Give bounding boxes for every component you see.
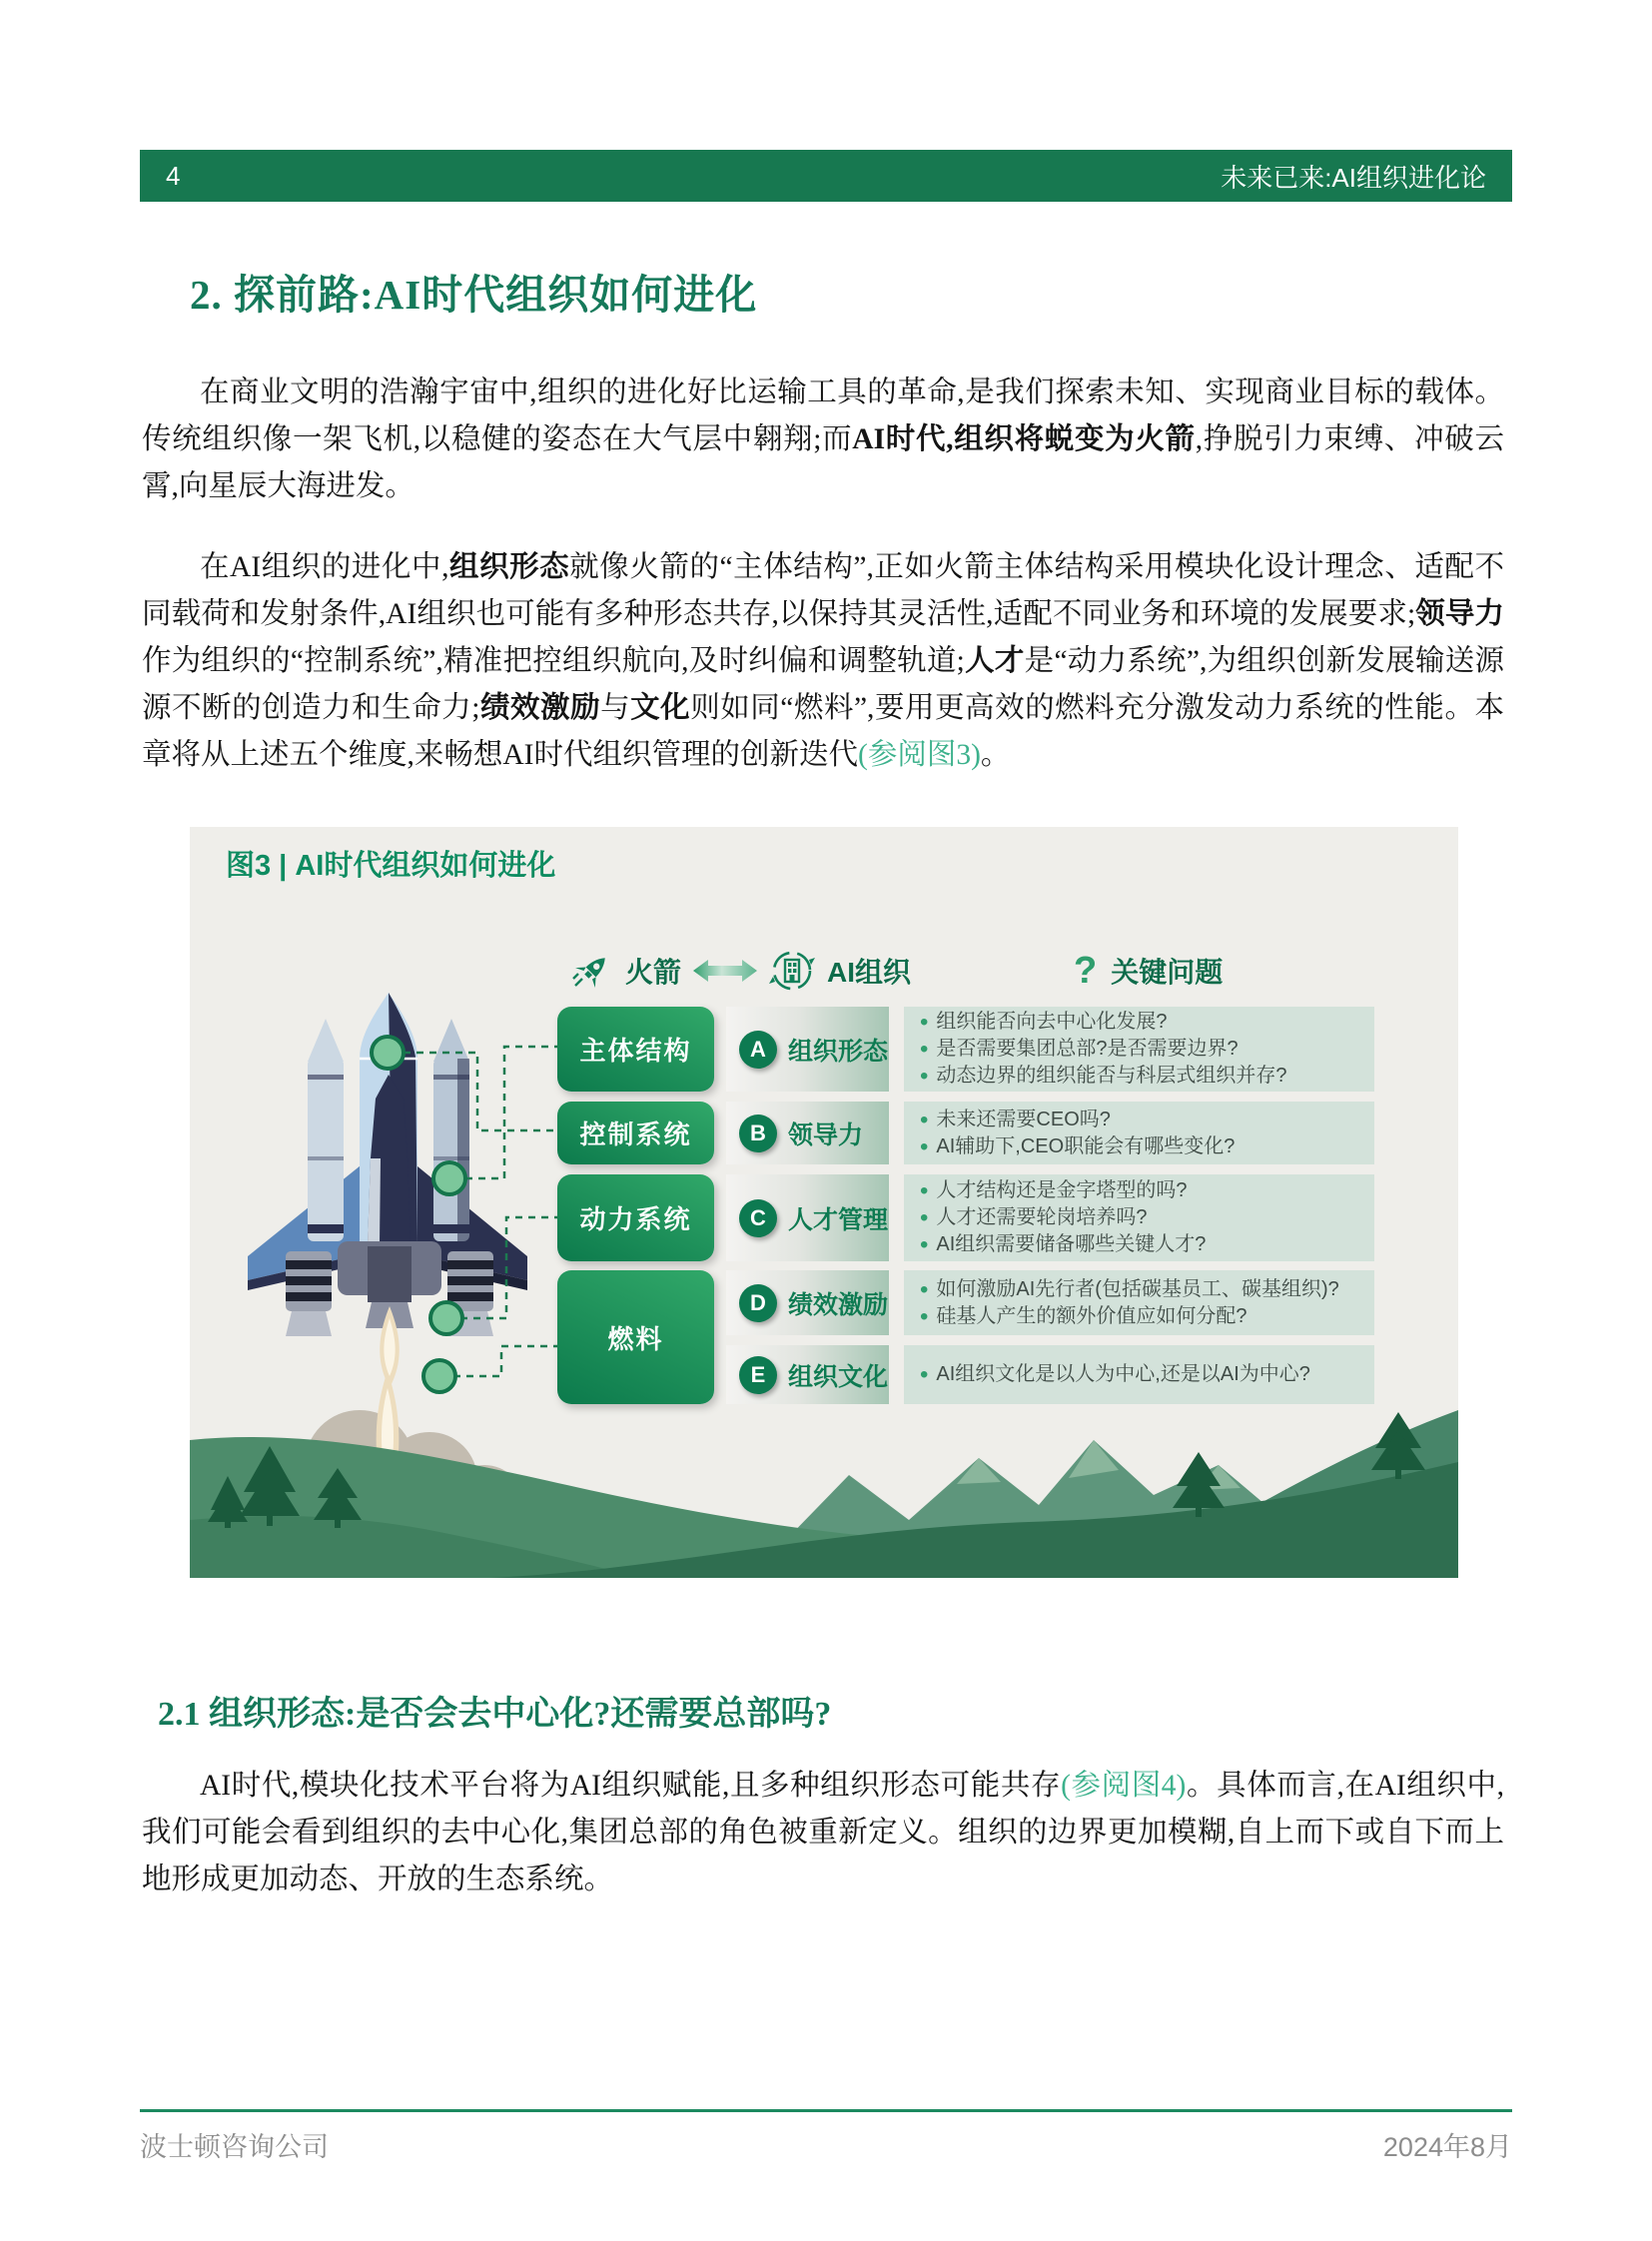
dimension-label-c: 人才管理 [788, 1205, 889, 1234]
question-list-b [904, 1102, 1374, 1164]
paragraph-text: 作为组织的“控制系统”,精准把控组织航向,及时纠偏和调整轨道; [142, 645, 965, 677]
legend-org-label: AI组织 [827, 957, 912, 988]
footer-company: 波士顿咨询公司 [140, 2132, 329, 2162]
bold-text: 人才 [964, 645, 1025, 677]
rocket-illustration [190, 907, 559, 1406]
figure-legend-rocket-org [571, 945, 911, 997]
question-list-c [904, 1174, 1374, 1261]
rocket-part-label-fuel: 燃料 [557, 1270, 714, 1404]
paragraph-text: AI时代,模块化技术平台将为AI组织赋能,且多种组织形态可能共存 [200, 1770, 1062, 1802]
dimension-item-c [726, 1174, 889, 1261]
ai-organization-icon [769, 948, 815, 994]
figure-4-reference-link[interactable]: (参阅图4) [1061, 1770, 1187, 1802]
paragraph-text: 。具体而言,在AI组织中,我们可能会看到组织的去中心化,集团总部的角色被重新定义。组织的边界更加模糊,自上而下或自下而上地形成更加动态、开放的生态系统。 [142, 1770, 1504, 1895]
figure-3-reference-link[interactable]: (参阅图3) [858, 739, 981, 771]
dimension-item-d [726, 1270, 889, 1335]
dimension-label-e: 组织文化 [788, 1362, 889, 1391]
page-footer [140, 2125, 1512, 2164]
paragraph-3 [142, 1763, 1504, 1903]
letter-badge-c: C [739, 1199, 777, 1237]
letter-badge-a: A [739, 1031, 777, 1069]
question-item: • AI辅助下,CEO职能会有哪些变化? [920, 1133, 1364, 1160]
question-item: • 组织能否向去中心化发展? [920, 1009, 1364, 1036]
question-item: • 如何激励AI先行者(包括碳基员工、碳基组织)? [920, 1276, 1364, 1303]
question-mark-icon: ? [1074, 950, 1098, 992]
paragraph-text: 在商业文明的浩瀚宇宙中,组织的进化好比运输工具的革命,是我们探索未知、实现商业目标的载体。传统组织像一架飞机,以稳健的姿态在大气层中翱翔;而 [142, 376, 1504, 455]
bold-text: 文化 [630, 692, 691, 724]
letter-badge-d: D [739, 1284, 777, 1322]
bold-text: AI时代,组织将蜕变为火箭 [852, 423, 1196, 455]
subsection-heading: 2.1 组织形态:是否会去中心化?还需要总部吗? [158, 1696, 832, 1733]
question-list-a [904, 1007, 1374, 1092]
figure-legend-questions [1074, 945, 1223, 997]
rocket-icon [571, 950, 613, 992]
question-item: • AI组织需要储备哪些关键人才? [920, 1231, 1364, 1258]
legend-questions-label: 关键问题 [1111, 957, 1224, 988]
bold-text: 绩效激励 [479, 692, 601, 724]
letter-badge-e: E [739, 1356, 777, 1394]
footer-divider [140, 2109, 1512, 2112]
question-item: • 动态边界的组织能否与科层式组织并存? [920, 1063, 1364, 1090]
paragraph-text: 则如同“燃料”,要用更高效的燃料充分激发动力系统的性能。本章将从上述五个维度,来畅想AI时代组织管理的创新迭代 [142, 692, 1504, 771]
paragraph-text: 是“动力系统”,为组织创新发展输送源源不断的创造力和生命力; [142, 645, 1504, 724]
legend-rocket-label: 火箭 [625, 957, 682, 988]
question-item: • 是否需要集团总部?是否需要边界? [920, 1036, 1364, 1063]
question-item: • 硅基人产生的额外价值应如何分配? [920, 1303, 1364, 1330]
footer-date: 2024年8月 [1382, 2132, 1512, 2162]
dimension-label-a: 组织形态 [788, 1037, 889, 1066]
double-arrow-icon [693, 957, 757, 985]
page-header-title: 未来已来:AI组织进化论 [1221, 162, 1486, 193]
dimension-item-a [726, 1007, 889, 1092]
question-item: • AI组织文化是以人为中心,还是以AI为中心? [920, 1361, 1364, 1388]
question-list-d [904, 1270, 1374, 1335]
figure-3-panel [190, 827, 1458, 1578]
dimension-label-d: 绩效激励 [788, 1290, 889, 1319]
paragraph-text: 就像火箭的“主体结构”,正如火箭主体结构采用模块化设计理念、适配不同载荷和发射条件,AI组织也可能有多种形态共存,以保持其灵活性,适配不同业务和环境的发展要求; [142, 551, 1504, 630]
bold-text: 组织形态 [448, 551, 570, 583]
paragraph-2 [142, 544, 1504, 779]
rocket-part-label-structure: 主体结构 [557, 1007, 714, 1092]
page-number: 4 [166, 160, 181, 191]
dimension-item-b [726, 1102, 889, 1164]
rocket-part-label-power: 动力系统 [557, 1174, 714, 1261]
dimension-item-e [726, 1345, 889, 1404]
bold-text: 领导力 [1415, 598, 1504, 630]
dimension-label-b: 领导力 [788, 1120, 864, 1149]
paragraph-text: ,挣脱引力束缚、冲破云霄,向星辰大海进发。 [142, 423, 1504, 502]
question-item: • 未来还需要CEO吗? [920, 1107, 1364, 1133]
question-item: • 人才结构还是金字塔型的吗? [920, 1177, 1364, 1204]
rocket-part-label-control: 控制系统 [557, 1102, 714, 1164]
question-item: • 人才还需要轮岗培养吗? [920, 1204, 1364, 1231]
paragraph-1 [142, 370, 1504, 510]
question-list-e [904, 1345, 1374, 1404]
paragraph-text: 在AI组织的进化中, [200, 551, 449, 583]
figure-title: 图3 | AI时代组织如何进化 [226, 850, 556, 882]
letter-badge-b: B [739, 1115, 777, 1152]
paragraph-text: 与 [600, 692, 631, 724]
page-header [140, 150, 1512, 202]
section-heading: 2. 探前路:AI时代组织如何进化 [190, 272, 758, 318]
paragraph-text: 。 [980, 739, 1011, 771]
